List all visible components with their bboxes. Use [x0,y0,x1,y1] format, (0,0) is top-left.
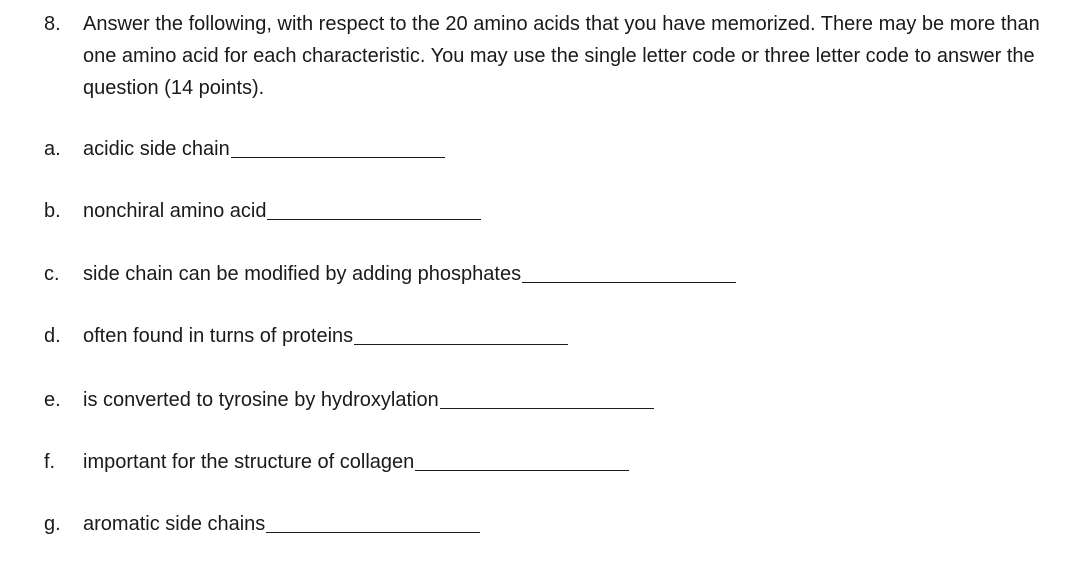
item-prompt-wrap [83,385,654,415]
item-prompt-wrap [83,447,629,477]
item-letter: g. [44,513,61,535]
item-letter: e. [44,389,61,411]
item-letter: c. [44,263,60,285]
item-letter: f. [44,451,56,473]
answer-blank[interactable] [440,407,654,409]
item-prompt: often found in turns of proteins [83,325,354,347]
item-prompt: important for the structure of collagen [83,451,415,473]
answer-blank[interactable] [266,531,480,533]
item-prompt-wrap [83,509,480,539]
item-prompt-wrap [83,321,568,351]
question-number: 8. [44,13,61,35]
item-letter: a. [44,138,61,160]
item-prompt: aromatic side chains [83,513,266,535]
item-prompt-wrap [83,196,481,226]
answer-blank[interactable] [522,281,736,283]
item-prompt: acidic side chain [83,138,230,160]
item-prompt-wrap [83,134,445,164]
answer-blank[interactable] [231,156,445,158]
item-prompt-wrap [83,259,736,289]
answer-blank[interactable] [354,343,568,345]
item-letter: d. [44,325,61,347]
item-prompt: nonchiral amino acid [83,200,267,222]
answer-blank[interactable] [267,218,481,220]
answer-blank[interactable] [415,469,629,471]
item-prompt: is converted to tyrosine by hydroxylation [83,389,439,411]
item-prompt: side chain can be modified by adding phosphates [83,263,522,285]
item-letter: b. [44,200,61,222]
question-prompt: Answer the following, with respect to the 20 amino acids that you have memorized. There may be more than one amino acid for each characteristic. You may use the single letter code or three letter code to answer the question (14 points). [83,13,1040,99]
